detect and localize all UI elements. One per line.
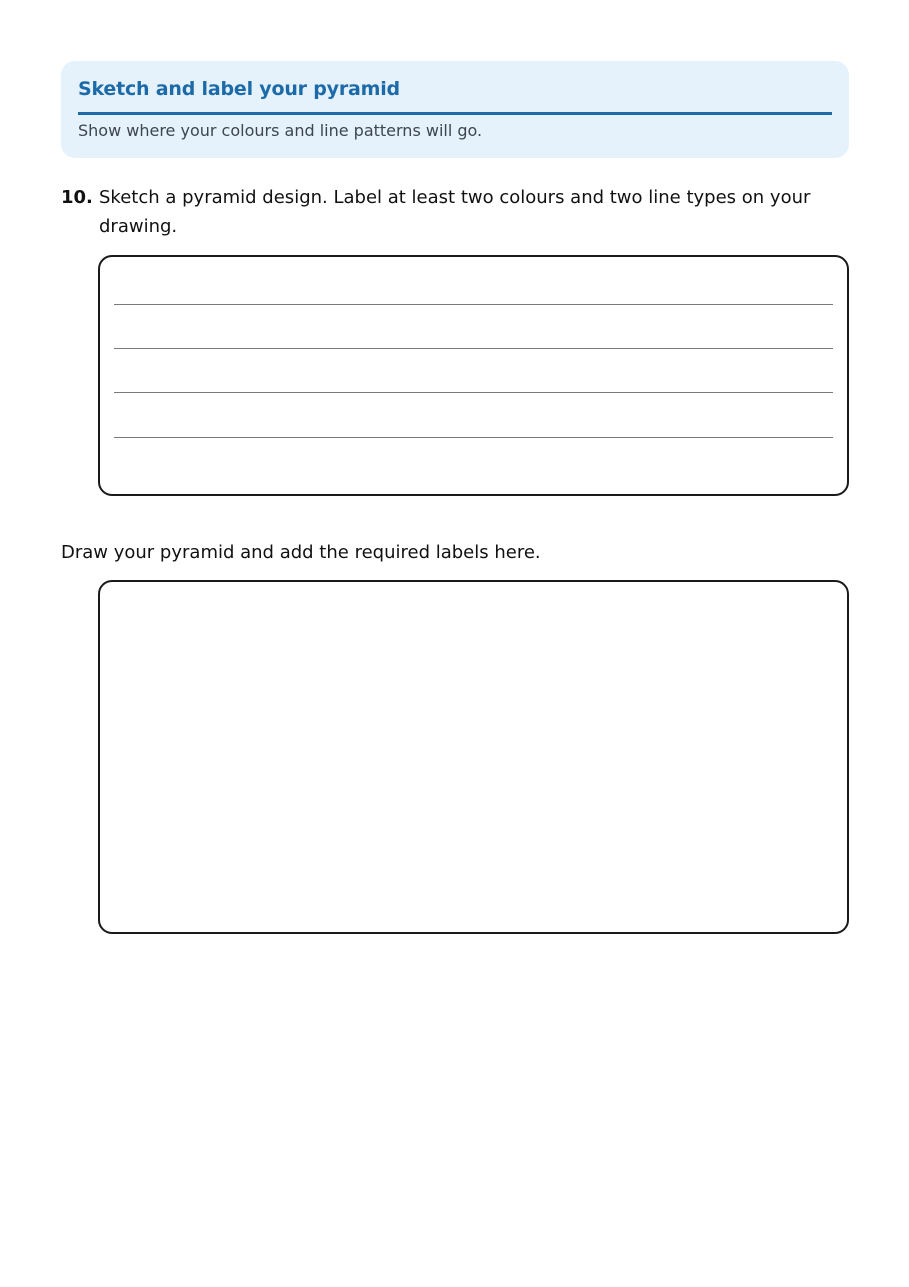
answer-line-3[interactable] <box>114 392 833 393</box>
question-number: 10. <box>61 187 93 208</box>
section-subtitle: Show where your colours and line patterns will go. <box>78 121 483 140</box>
answer-line-4[interactable] <box>114 437 833 438</box>
section-title: Sketch and label your pyramid <box>78 78 400 100</box>
answer-box[interactable] <box>98 255 849 496</box>
answer-line-1[interactable] <box>114 304 833 305</box>
answer-line-2[interactable] <box>114 348 833 349</box>
drawing-box[interactable] <box>98 580 849 934</box>
section-header <box>61 61 849 158</box>
question-text: Sketch a pyramid design. Label at least two colours and two line types on your drawing. <box>99 187 811 237</box>
drawing-instruction: Draw your pyramid and add the required labels here. <box>61 542 541 563</box>
section-title-underline <box>78 112 832 115</box>
